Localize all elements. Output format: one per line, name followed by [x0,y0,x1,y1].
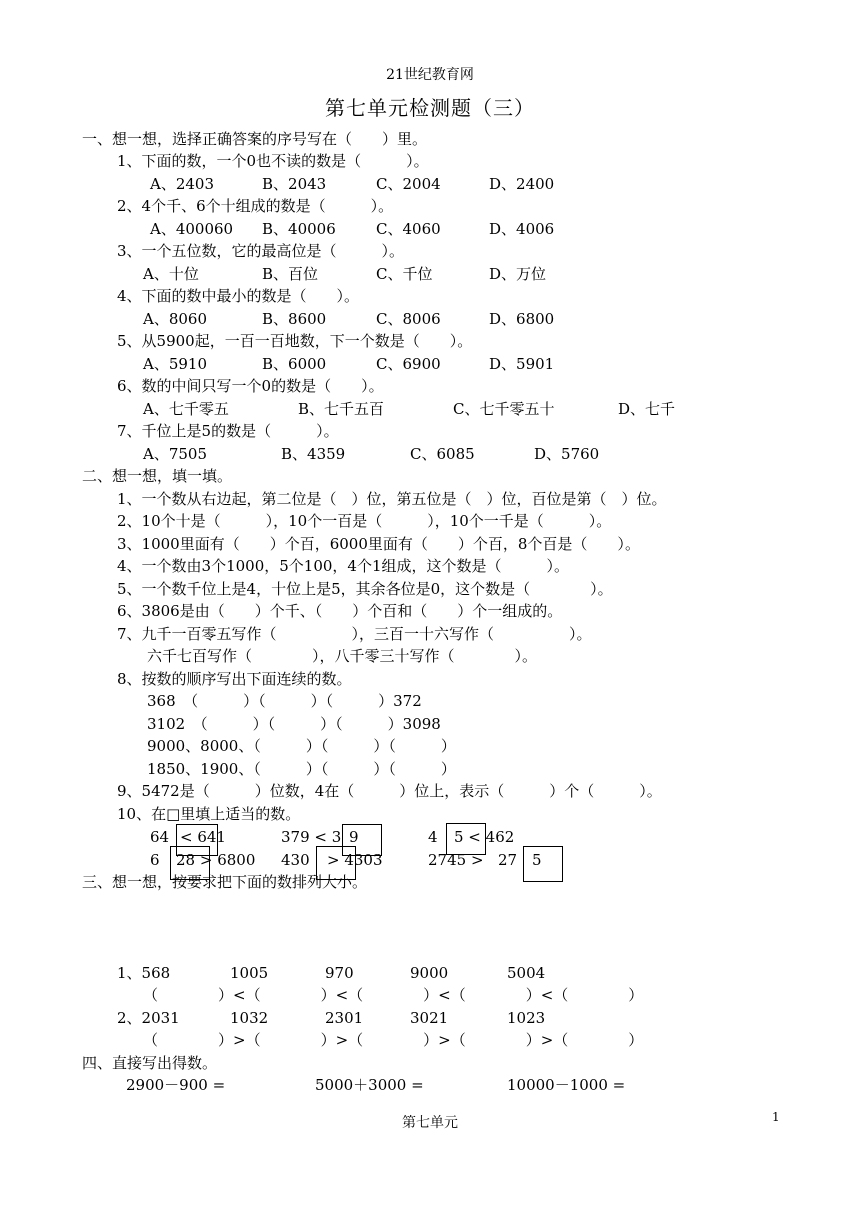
box-row1-text-5: 4 [428,828,438,846]
q1-5-opt-a: A、5910 [143,355,208,373]
q1-1-opt-b: B、2043 [262,175,327,193]
q1-3-opt-a: A、十位 [143,265,199,283]
q1-1-opt-c: C、2004 [376,175,441,193]
q1-3-opt-c: C、千位 [376,265,433,283]
q3-1-num-3: 970 [325,964,354,982]
box-row1-text-3: 379 < 3 [281,828,342,846]
q2-8-row-4: 1850、1900、（ ）（ ）（ ） [117,760,456,778]
q3-1-num-4: 9000 [410,964,449,982]
q2-5: 5、一个数千位上是4，十位上是5，其余各位是0，这个数是（ ）。 [117,580,613,598]
q1-2-opt-d: D、4006 [489,220,555,238]
q1-3-opt-d: D、万位 [489,265,547,283]
q2-7: 7、九千一百零五写作（ ），三百一十六写作（ ）。 [117,625,592,643]
q1-5-opt-d: D、5901 [489,355,555,373]
q3-2-num-2: 1032 [230,1009,269,1027]
box-row2-text-4: > 4303 [327,851,383,869]
page-footer: 第七单元 [402,1115,458,1131]
page-number: 1 [772,1110,780,1124]
q1-7: 7、千位上是5的数是（ ）。 [117,422,339,440]
box-row2-text-1: 6 [150,851,160,869]
q4-item-3: 10000－1000 = [507,1076,626,1094]
q4-item-2: 5000＋3000 = [315,1076,424,1094]
q3-2-order: （ ）>（ ）>（ ）>（ ）>（ ） [143,1031,644,1049]
q2-6: 6、3806是由（ ）个千、（ ）个百和（ ）个一组成的。 [117,602,563,620]
q3-2-num-5: 1023 [507,1009,546,1027]
site-header: 21世纪教育网 [386,67,474,83]
q1-3: 3、一个五位数，它的最高位是（ ）。 [117,242,405,260]
q3-1-num-2: 1005 [230,964,269,982]
page-title: 第七单元检测题（三） [325,96,535,120]
q2-7-line-2: 六千七百写作（ ），八千零三十写作（ ）。 [117,647,538,665]
q1-6-opt-b: B、七千五百 [298,400,385,418]
q3-2-num-1: 2、2031 [117,1009,180,1027]
section-2-heading: 二、想一想，填一填。 [82,467,233,485]
q1-1-opt-a: A、2403 [150,175,215,193]
q1-5-opt-c: C、6900 [376,355,441,373]
box-row2-text-2: 28 > 6800 [176,851,256,869]
q3-1-num-5: 5004 [507,964,546,982]
q1-1-opt-d: D、2400 [489,175,555,193]
q2-4: 4、一个数由3个1000，5个100，4个1组成，这个数是（ ）。 [117,557,570,575]
q1-5: 5、从5900起，一百一百地数，下一个数是（ ）。 [117,332,473,350]
box-row1-text-6: 5 < 462 [454,828,515,846]
q1-2: 2、4个千、6个十组成的数是（ ）。 [117,197,394,215]
section-4-heading: 四、直接写出得数。 [82,1054,218,1072]
q1-7-opt-d: D、5760 [534,445,600,463]
q1-4-opt-c: C、8006 [376,310,441,328]
q1-7-opt-a: A、7505 [143,445,208,463]
q1-7-opt-b: B、4359 [281,445,346,463]
q1-3-opt-b: B、百位 [262,265,319,283]
box-row2-text-3: 430 [281,851,310,869]
q1-6-opt-d: D、七千 [618,400,676,418]
q1-4-opt-d: D、6800 [489,310,555,328]
section-1-heading: 一、想一想，选择正确答案的序号写在（ ）里。 [82,130,428,148]
q4-item-1: 2900－900 = [126,1076,226,1094]
q2-8-row-3: 9000、8000、（ ）（ ）（ ） [117,737,456,755]
q2-8-row-2: 3102 （ ）（ ）（ ）3098 [117,715,441,733]
box-row2-text-6: 27 [498,851,518,869]
q3-1-order: （ ）<（ ）<（ ）<（ ）<（ ） [143,986,644,1004]
q1-6: 6、数的中间只写一个0的数是（ ）。 [117,377,384,395]
q1-7-opt-c: C、6085 [410,445,475,463]
section-3-heading: 三、想一想，按要求把下面的数排列大小。 [82,873,368,891]
q1-6-opt-a: A、七千零五 [143,400,229,418]
q1-2-opt-b: B、40006 [262,220,336,238]
q1-1: 1、下面的数，一个0也不读的数是（ ）。 [117,152,429,170]
answer-box[interactable] [523,846,563,882]
q3-2-num-4: 3021 [410,1009,449,1027]
q1-4-opt-b: B、8600 [262,310,327,328]
q1-2-opt-c: C、4060 [376,220,441,238]
q2-3: 3、1000里面有（ ）个百，6000里面有（ ）个百，8个百是（ ）。 [117,535,640,553]
q2-2: 2、10个十是（ ），10个一百是（ ），10个一千是（ ）。 [117,512,612,530]
q2-8: 8、按数的顺序写出下面连续的数。 [117,670,352,688]
box-row1-text-1: 64 [150,828,170,846]
q3-1-num-1: 1、568 [117,964,171,982]
q1-4: 4、下面的数中最小的数是（ ）。 [117,287,360,305]
q1-4-opt-a: A、8060 [143,310,208,328]
box-row1-text-2: < 641 [180,828,226,846]
box-row1-text-4: 9 [349,828,359,846]
q1-5-opt-b: B、6000 [262,355,327,373]
box-row2-text-7: 5 [532,851,542,869]
q2-9: 9、5472是（ ）位数，4在（ ）位上，表示（ ）个（ ）。 [117,782,662,800]
q1-6-opt-c: C、七千零五十 [453,400,555,418]
q1-2-opt-a: A、400060 [150,220,234,238]
q2-10: 10、在□里填上适当的数。 [117,805,301,823]
q2-1: 1、一个数从右边起，第二位是（ ）位，第五位是（ ）位，百位是第（ ）位。 [117,490,667,508]
q3-2-num-3: 2301 [325,1009,364,1027]
box-row2-text-5: 2745 > [428,851,484,869]
q2-8-row-1: 368 （ ）（ ）（ ）372 [117,692,422,710]
